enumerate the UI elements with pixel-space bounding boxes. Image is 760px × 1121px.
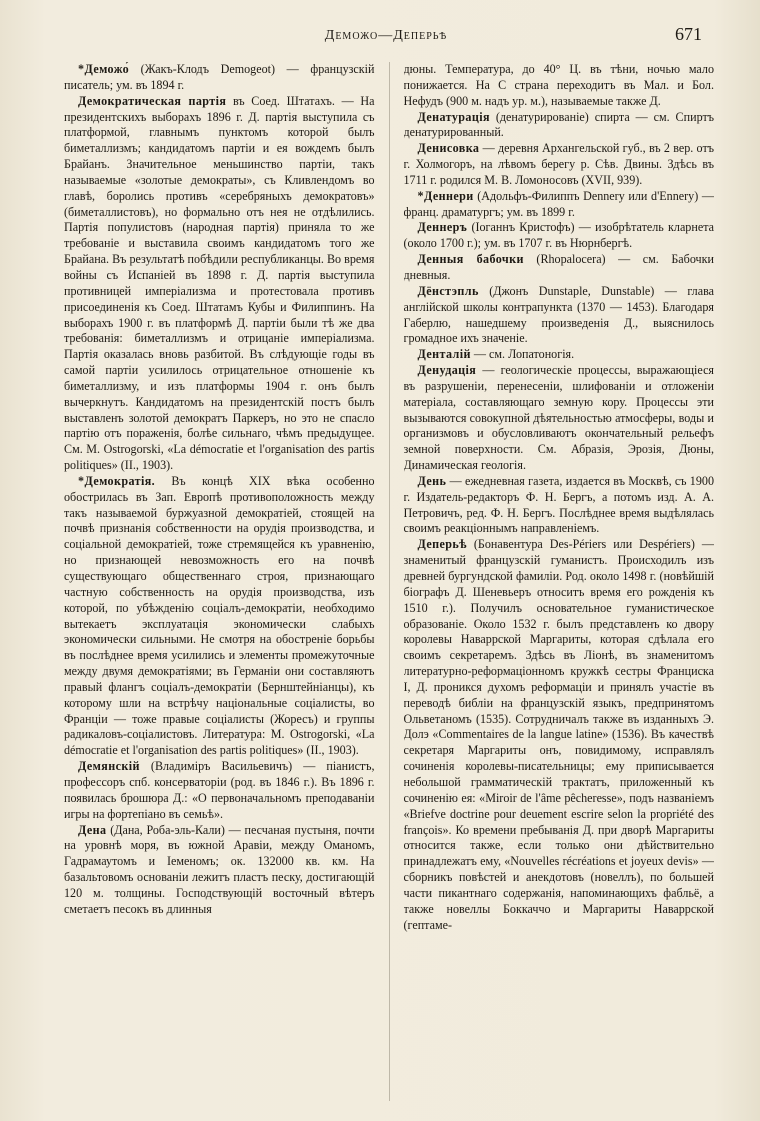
running-head: Деможо—Деперьѣ [324,28,448,43]
dictionary-entry [404,474,715,537]
dictionary-entry [404,220,715,252]
dictionary-entry [64,474,375,759]
entry-headword: Дена [78,822,107,837]
entry-text: (денатурированіе) спирта — см. Спиртъ денатурированный. [403,109,714,140]
entry-headword: *Деможо́ [78,62,130,76]
dictionary-entry [64,759,375,822]
dictionary-entry [404,141,715,189]
entry-headword: *Деннери [417,188,474,203]
entry-headword: Дёнстэпль [417,283,479,298]
entry-headword: Денатурація [417,109,490,124]
entry-headword: Денудація [417,363,477,378]
page-header [70,24,702,48]
entry-text: (Rhopalocera) — см. Бабочки дневныя. [403,252,714,282]
dictionary-entry [64,94,375,474]
entry-text: (Бонавентура Des-Périers или Despériers) — знаменитый французскій гуманистъ. Происходилъ изъ древней бургундской фамиліи. Род. около 1498 г. (новѣйшій біографъ Д. Шеневьеръ относитъ время его рожденія къ 1510 г.). Получилъ основательное гуманистическое образованіе. Около 1532 г. былъ представленъ ко двору королевы Наваррской Маргариты, которая сдѣлала его своимъ секретаремъ. Здѣсь въ Ліонѣ, въ знаменитомъ литературно-реформаціонномъ кружкѣ сестры Франциска I, Д. проникся духомъ реформаціи и принялъ участіе въ переводѣ библіи на французскій языкъ, предпринятомъ Ольветаномъ (1535). Сотрудничалъ также въ изданныхъ Э. Долэ «Commentaires de la langue latine» (1536). Въ качествѣ секретаря Маргариты онъ, повидимому, исправлялъ сочиненія королевы-писательницы; ему приписывается небольшой грамматическій трактатъ, приложенный къ сочиненію ея: «Miroir de l'âme pêcheresse», подъ названіемъ «Briefve doctrine pour deuement escrire selon la propriété des françois». Ко времени пребыванія Д. при дворѣ Маргариты относится также, если только они дѣйствительно принадлежатъ ему, «Nouvelles récréations et joyeux devis» — сборникъ повѣстей и анекдотовъ (новеллъ), по большей части пикантнаго содержанія, напоминающихъ фабльё, а также новеллы Боккаччо и Маргариты Наваррской (гептаме- [403,537,714,932]
dictionary-entry [404,62,715,110]
entry-text: (Владиміръ Васильевичъ) — піанистъ, профессоръ спб. консерваторіи (род. въ 1846 г.). Въ 1896 г. появилась брошюра Д.: «О первоначальномъ преподаваніи игры на фортепіано въ семьѣ». [64,759,375,821]
entry-text: (Дана, Роба-эль-Кали) — песчаная пустыня, почти на уровнѣ моря, въ южной Аравіи, между Оманомъ, Гадрамаутомъ и Іеменомъ; ок. 132000 кв. км. На базальтовомъ основаніи лежитъ пластъ песку, достигающій 120 м. толщины. Господствующій восточный вѣтеръ сметаетъ песокъ въ длинныя [64,822,375,916]
dictionary-entry [404,189,715,221]
entry-text: (Іоганнъ Кристофъ) — изобрѣтатель кларнета (около 1700 г.); ум. въ 1707 г. въ Нюрнбергѣ. [403,220,714,251]
page-number: 671 [675,24,702,44]
entry-text: (Джонъ Dunstaple, Dunstable) — глава англійской школы контрапункта (1370 — 1453). Благодаря Габерлю, нашедшему произведенія Д., выяснилось громадное ихъ значеніе. [403,283,714,346]
entry-text: — деревня Архангельской губ., въ 2 вер. отъ г. Холмогоръ, на лѣвомъ берегу р. Сѣв. Двины. Здѣсь въ 1711 г. родился М. В. Ломоносовъ (XVII, 939). [403,141,714,187]
dictionary-entry [404,110,715,142]
left-column [64,62,375,1101]
entry-headword: Демократическая партія [78,93,227,108]
entry-text: Въ концѣ XIX вѣка особенно обострилась въ Зап. Европѣ противоположность между такъ называемой буржуазной демократіей, стоящей на почвѣ признанія собственности на орудія производства, и соціальной демократіей, тоже стремящейся къ уравненію, но признающей невозможность его на почвѣ существующаго общественнаго строя, признающаго частную собственность на орудія производства, изъ которой, по убѣжденію соціалъ-демократіи, необходимо вытекаетъ эксплуатація экономически слабыхъ экономически сильными. Не смотря на обостреніе борьбы въ послѣднее время усилились и элементы промежуточные между двумя демократіями; въ Германіи они составляютъ правый флангъ соціалъ-демократіи (Бернштейніанцы), къ которому шли на встрѣчу національные соціалисты, во Франціи — тоже правые соціалисты (Жоресъ) и группы радикаловъ-соціалистовъ. Литература: M. Ostrogorski, «La démocratie et l'organisation des partis politiques» (II., 1903). [64,473,375,758]
entry-headword: Денисовка [417,141,480,156]
right-column [404,62,715,1101]
dictionary-entry [404,347,715,363]
entry-text: — ежедневная газета, издается въ Москвѣ, съ 1900 г. Издатель-редакторъ Ф. Н. Бергъ, а потомъ изд. А. А. Петровичъ, ред. Ф. Н. Бергъ. Послѣднее время выдѣлялась своимъ реакціоннымъ направленіемъ. [403,473,714,536]
dictionary-entry [64,62,375,94]
dictionary-entry [64,823,375,918]
entry-headword: Денныя бабочки [417,252,524,267]
column-divider [389,62,390,1101]
entry-text: — см. Лопатоногія. [470,347,575,362]
entry-headword: Деперьѣ [417,537,467,552]
entry-headword: Деннеръ [417,220,468,235]
dictionary-entry [404,284,715,347]
dictionary-entry [404,252,715,284]
entry-headword: Демянскій [78,759,140,774]
entry-text: дюны. Температура, до 40° Ц. въ тѣни, ночью мало понижается. На С страна переходитъ въ Мал. и Бол. Нефудъ (900 м. надъ ур. м.), называемые также Д. [403,62,714,108]
entry-text: въ Соед. Штатахъ. — На президентскихъ выборахъ 1896 г. Д. партія выступила съ платформой, главнымъ пунктомъ которой былъ биметаллизмъ; кандидатомъ партіи и ея вождемъ былъ Брайанъ. Значительное меньшинство партіи, такъ называемые «золотые демократы», съ Кливлендомъ во главѣ, боролись противъ «серебряныхъ демократовъ» (биметаллистовъ), но формально отъ нея не отдѣлились. Партія популистовъ (народная партія) приняла то же требованіе и выставила своимъ кандидатомъ того же Брайана. Въ результатѣ побѣдили республиканцы. Во время войны съ Испаніей въ 1898 г. Д. партія выступила противницей имперіализма и протестовала противъ присоединенія къ Соед. Штатамъ Кубы и Филиппинъ. На выборахъ 1900 г. въ платформѣ Д. партіи были тѣ же два требованія: биметаллизмъ и отрицаніе имперіализма. Партія оказалась вновь разбитой. Въ слѣдующіе годы въ самой партіи усилилось отрицательное отношеніе къ биметаллизму, и изъ платформы 1904 г. онъ былъ вычеркнутъ. Кандидатомъ на президентскій постъ былъ выставленъ золотой демократъ Паркеръ, но это не спасло партію отъ пораженія, болѣе сильнаго, чѣмъ предыдущее. См. M. Ostrogorski, «La démocratie et l'organisation des partis politiques» (II., 1903). [64,93,375,473]
entry-text: (Адольфъ-Филиппъ Dennery или d'Ennery) — франц. драматургъ; ум. въ 1899 г. [403,188,714,219]
entry-headword: *Демократія. [78,473,156,488]
entry-text: (Жакъ-Клодъ Demogeot) — французскій писатель; ум. въ 1894 г. [64,62,375,92]
entry-text: — геологическіе процессы, выражающіеся въ разрушеніи, перенесеніи, шлифованіи и отложеніи матеріала, составляющаго земную кору. Процессы эти вызываются совокупной дѣятельностью атмосферы, воды и организмовъ и обусловливаютъ окончательный рельефъ земной поверхности. См. Абразія, Эрозія, Дюны, Динамическая геологія. [403,363,714,473]
dictionary-entry [404,363,715,474]
entry-headword: Денталій [417,347,471,362]
text-columns [64,62,714,1101]
entry-headword: День [417,473,447,488]
dictionary-entry [404,537,715,933]
